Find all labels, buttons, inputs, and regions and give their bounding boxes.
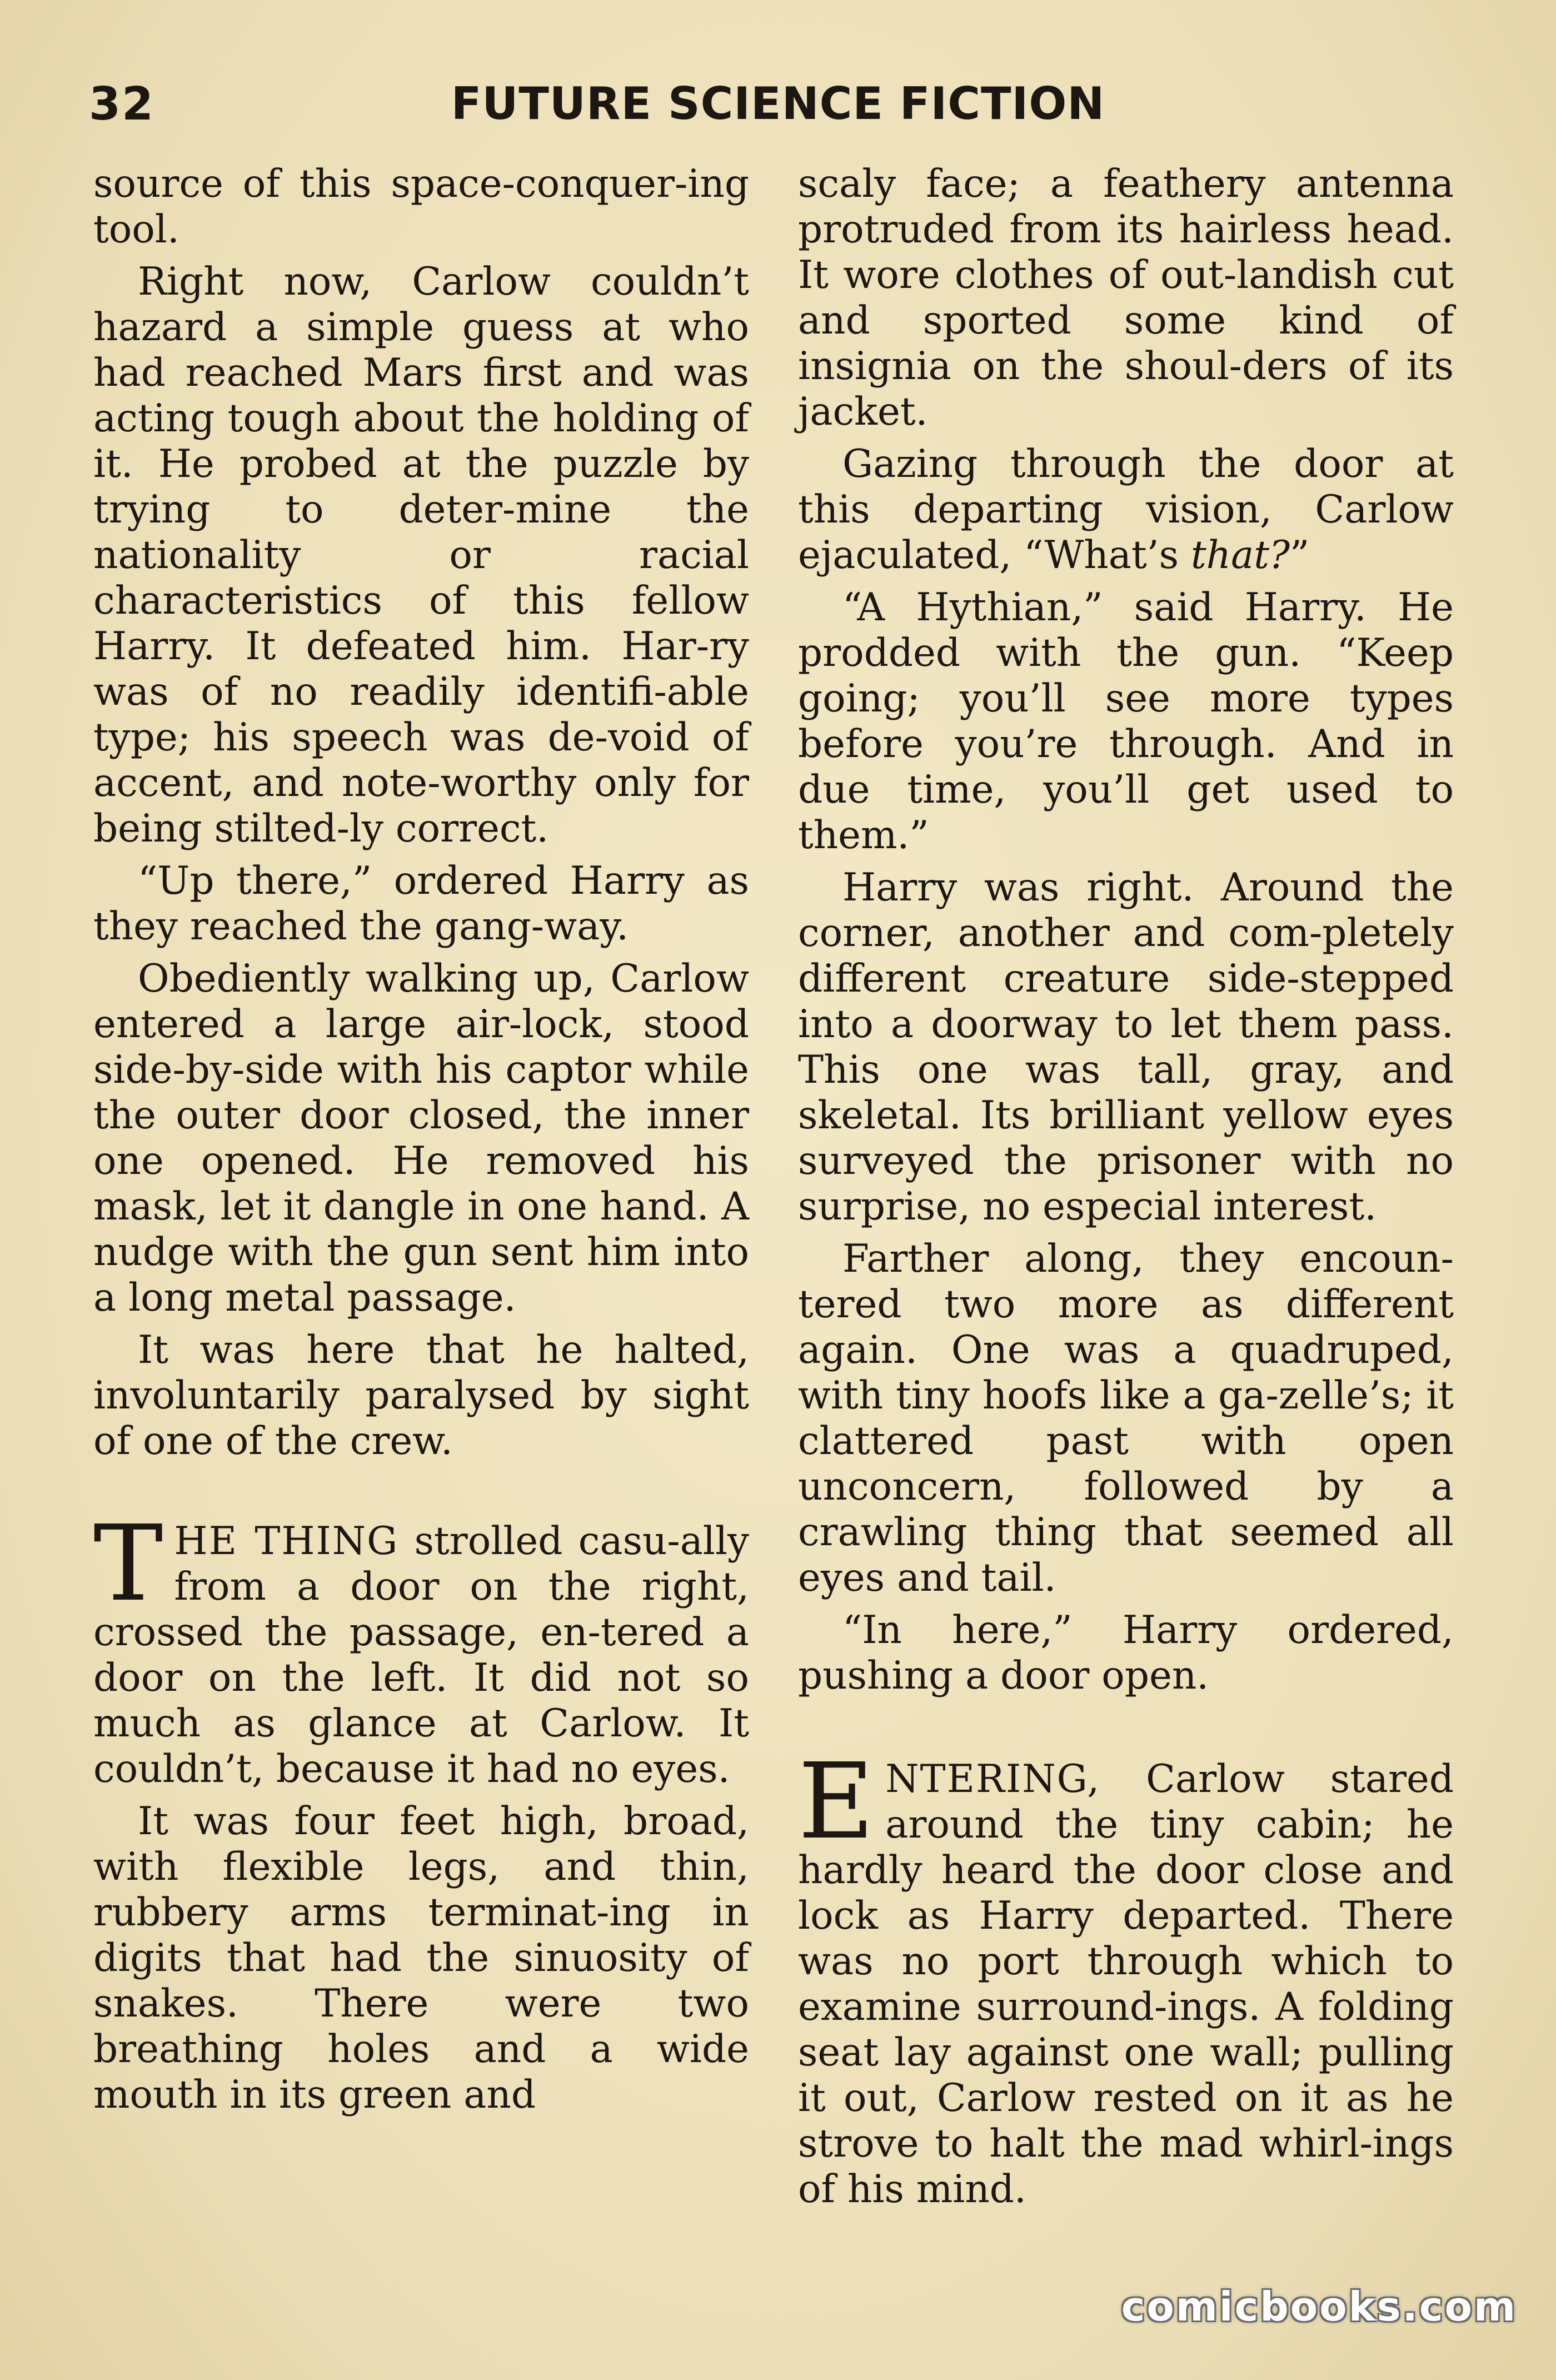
paragraph-text: Carlow stared around the tiny cabin; he hardly heard the door close and lock as Harry departed. There was no port through which to examine surround-ings. A folding seat lay against one wall; pulling it out, Carlow rested on it as he strove to halt the mad whirl-ings of his mind. [798,1757,1454,2212]
paragraph [798,441,1454,578]
paragraph: It was four feet high, broad, with flexible legs, and thin, rubbery arms terminat-ing in digits that had the sinuosity of snakes. There were two breathing holes and a wide mouth in its green and [93,1799,749,2117]
paragraph: “In here,” Harry ordered, pushing a door open. [798,1608,1454,1698]
paragraph: scaly face; a feathery antenna protruded from its hairless head. It wore clothes of out-landish cut and sported some kind of insignia on the shoul-ders of its jacket. [798,162,1454,434]
paragraph-text: Gazing through the door at this departing vision, Carlow ejaculated, “What’s [798,442,1454,577]
lead-in: HE THING [174,1519,399,1564]
lead-in: NTERING, [885,1757,1101,1801]
paragraph: Farther along, they encoun-tered two more as different again. One was a quadruped, with tiny hoofs like a ga-zelle’s; it clattered past with open unconcern, followed by a crawling thing that seemed all eyes and tail. [798,1237,1454,1600]
paragraph-text: strolled casu-ally from a door on the right, crossed the passage, en-tered a door on the left. It did not so much as glance at Carlow. It couldn’t, because it had no eyes. [93,1519,749,1791]
left-column [93,161,749,2124]
drop-cap: T [93,1503,163,1625]
paragraph: It was here that he halted, involuntarily paralysed by sight of one of the crew. [93,1328,749,1463]
italic-text: that? [1190,533,1290,577]
page-header [89,78,1467,139]
watermark: comicbooks.com [1121,2283,1517,2330]
section-start-paragraph [93,1503,749,1792]
paragraph: “A Hythian,” said Harry. He prodded with the gun. “Keep going; you’ll see more types before you’re through. And in due time, you’ll get used to them.” [798,585,1454,858]
paragraph: Obediently walking up, Carlow entered a large air-lock, stood side-by-side with his captor while the outer door closed, the inner one opened. He removed his mask, let it dangle in one hand. A nudge with the gun sent him into a long metal passage. [93,957,749,1320]
paragraph-text: ” [1289,533,1310,577]
paragraph: source of this space-conquer-ing tool. [93,162,749,252]
right-column [798,161,1454,2219]
paragraph: “Up there,” ordered Harry as they reached the gang-way. [93,859,749,949]
drop-cap: E [798,1741,875,1863]
section-start-paragraph [798,1741,1454,2212]
paragraph: Harry was right. Around the corner, another and com-pletely different creature side-stepped into a doorway to let them pass. This one was tall, gray, and skeletal. Its brilliant yellow eyes surveyed the prisoner with no surprise, no especial interest. [798,865,1454,1229]
running-title: FUTURE SCIENCE FICTION [451,78,1105,130]
paragraph: Right now, Carlow couldn’t hazard a simple guess at who had reached Mars first and was acting tough about the holding of it. He probed at the puzzle by trying to deter-mine the nationality or racial characteristics of this fellow Harry. It defeated him. Har-ry was of no readily identifi-able type; his speech was de-void of accent, and note-worthy only for being stilted-ly correct. [93,260,749,851]
page-number: 32 [89,78,155,131]
